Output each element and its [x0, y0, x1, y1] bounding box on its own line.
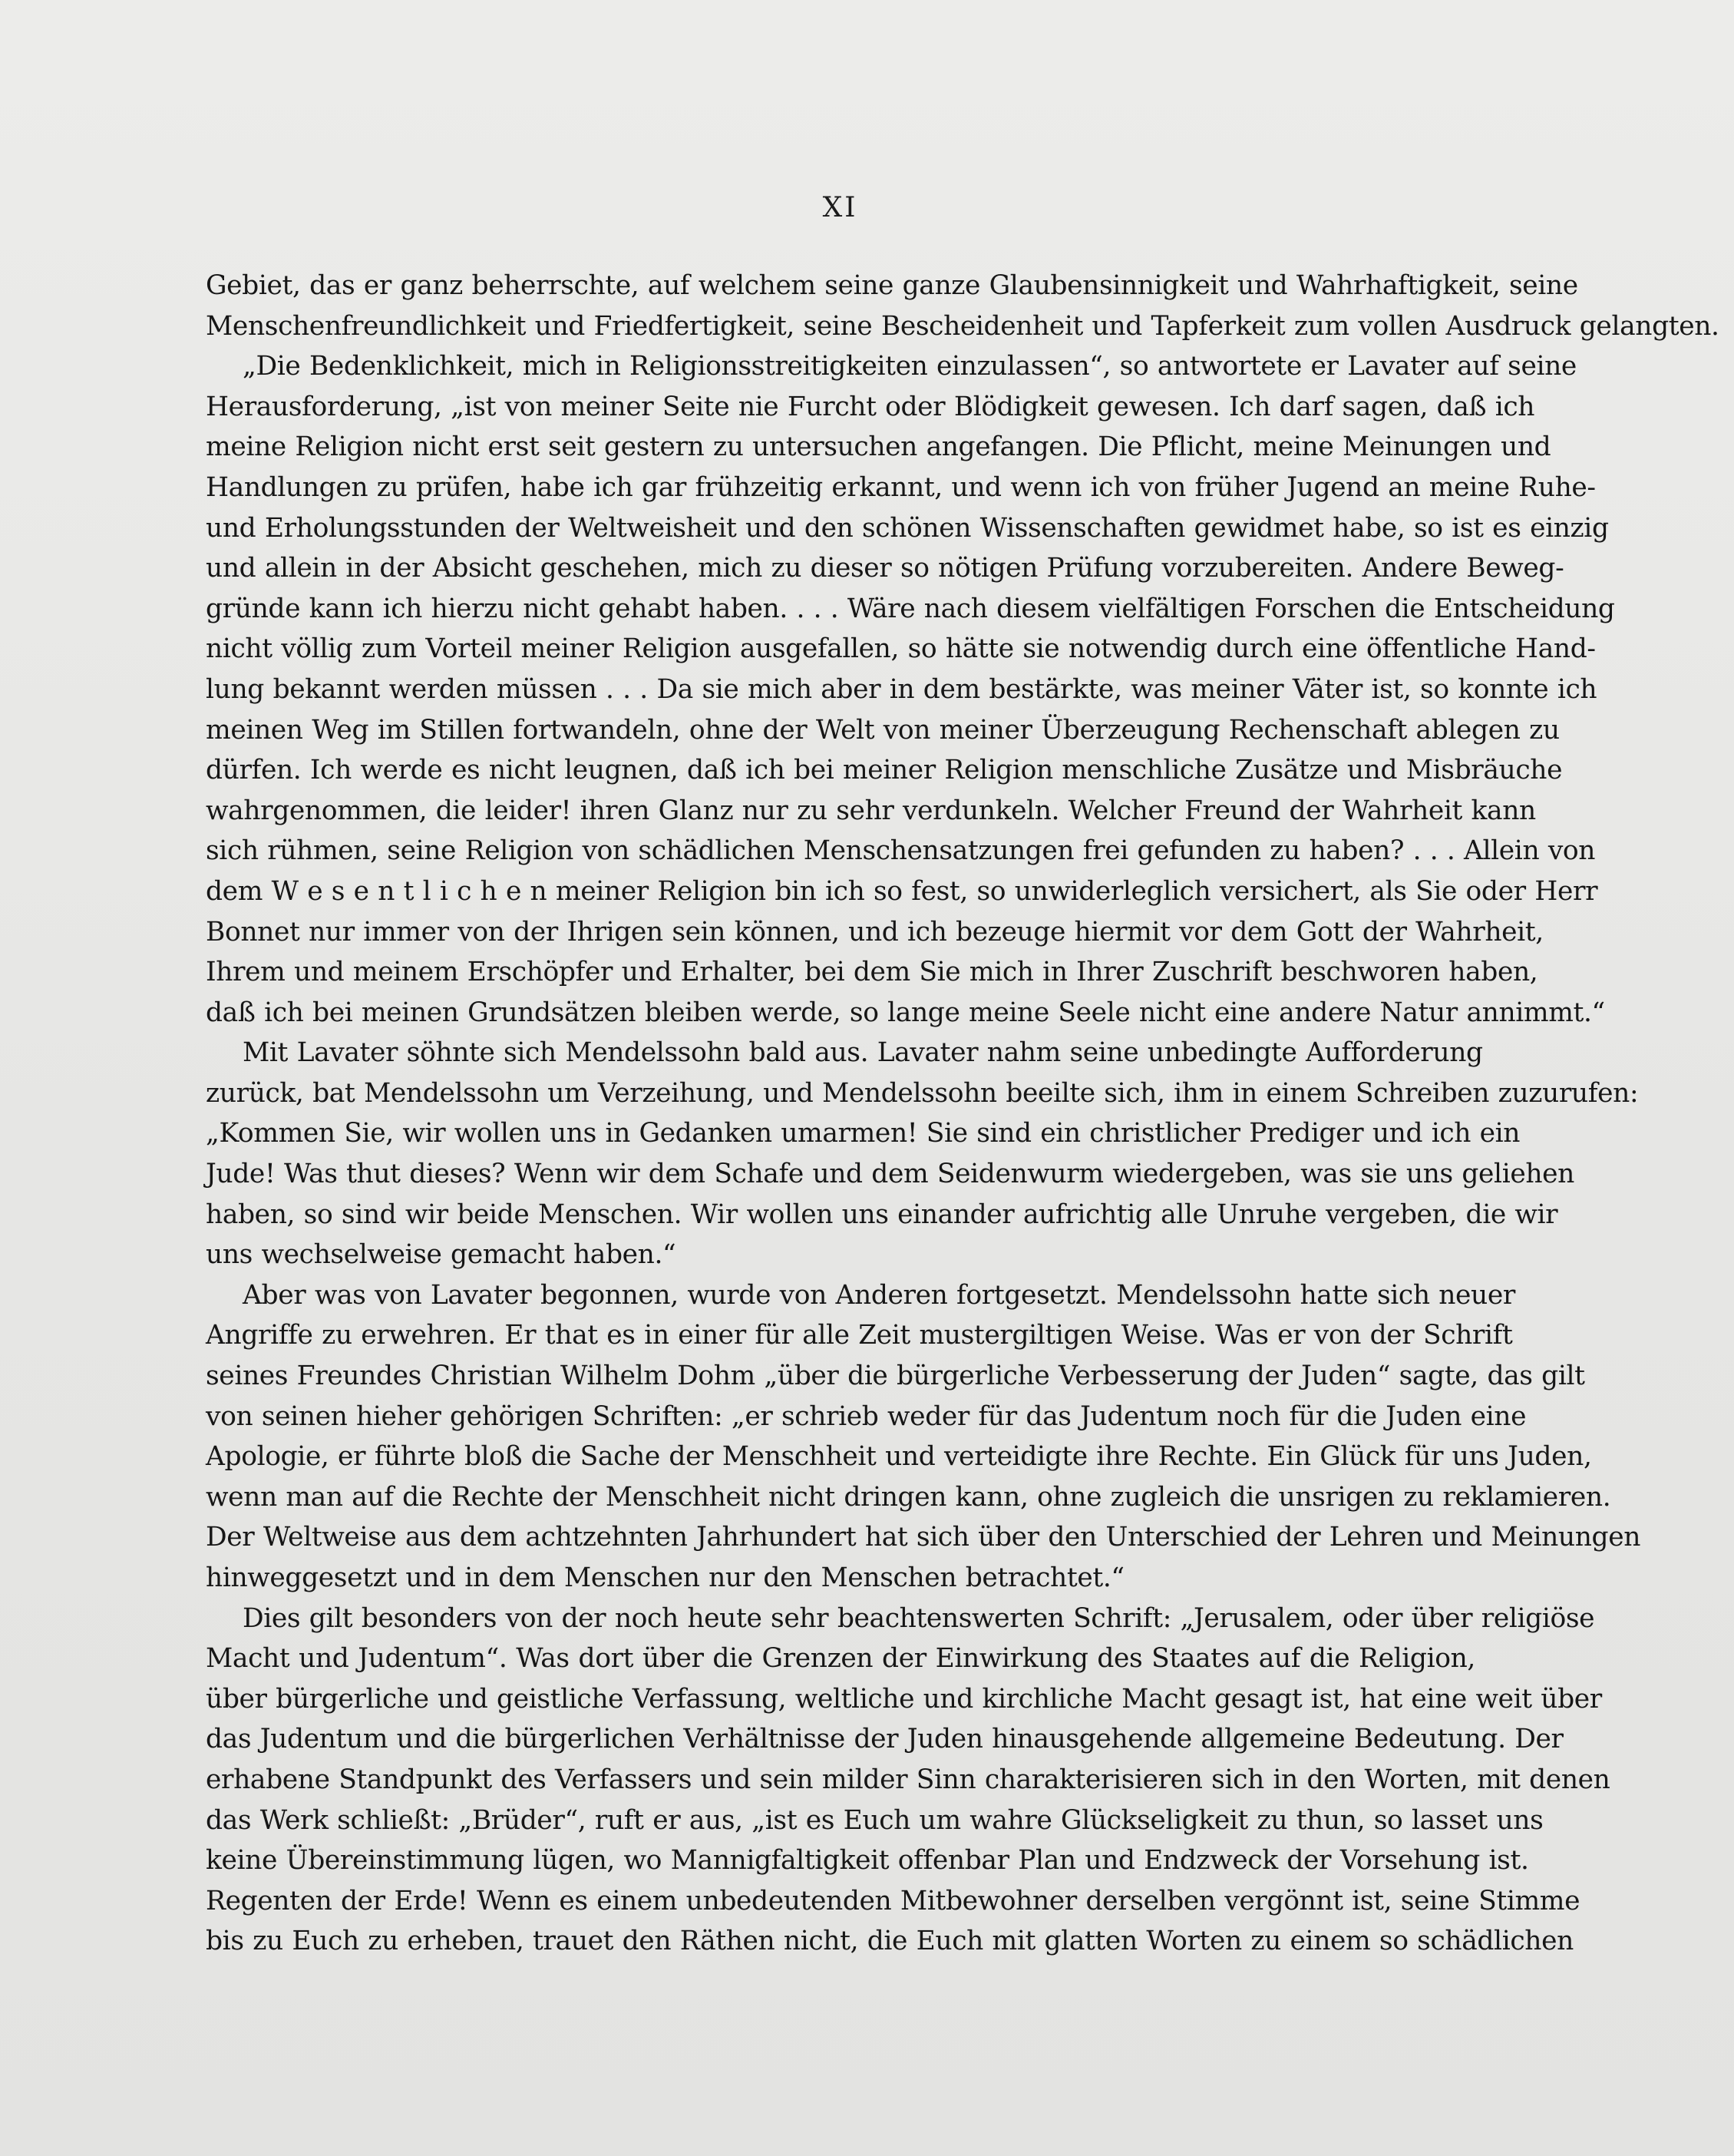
text-line: und Erholungsstunden der Weltweisheit und den schönen Wissenschaften gewidmet habe, so ist es einzig: [206, 512, 1609, 544]
text-line: haben, so sind wir beide Menschen. Wir wollen uns einander aufrichtig alle Unruhe vergeben, die wir: [206, 1199, 1558, 1230]
paragraph: [206, 346, 1615, 1033]
text-line: lung bekannt werden müssen . . . Da sie mich aber in dem bestärkte, was meiner Väter ist, so konnte ich: [206, 673, 1597, 705]
paragraph: [206, 1033, 1639, 1275]
text-line: das Judentum und die bürgerlichen Verhältnisse der Juden hinausgehende allgemeine Bedeutung. Der: [206, 1724, 1564, 1755]
text-line: Mit Lavater söhnte sich Mendelssohn bald aus. Lavater nahm seine unbedingte Aufforderung: [243, 1037, 1483, 1069]
text-line: bis zu Euch zu erheben, trauet den Räthen nicht, die Euch mit glatten Worten zu einem so schädlichen: [206, 1926, 1574, 1957]
text-line: Aber was von Lavater begonnen, wurde von Anderen fortgesetzt. Mendelssohn hatte sich neuer: [243, 1279, 1515, 1311]
text-line: gründe kann ich hierzu nicht gehabt haben. . . . Wäre nach diesem vielfältigen Forschen die Entscheidung: [206, 593, 1615, 624]
text-line: Apologie, er führte bloß die Sache der Menschheit und verteidigte ihre Rechte. Ein Glück für uns Juden,: [206, 1441, 1592, 1473]
body-text: [206, 266, 1719, 1962]
text-line: von seinen hieher gehörigen Schriften: „er schrieb weder für das Judentum noch für die Juden eine: [206, 1400, 1527, 1432]
text-line: meinen Weg im Stillen fortwandeln, ohne der Welt von meiner Überzeugung Rechenschaft ablegen zu: [206, 714, 1560, 746]
text-line: wenn man auf die Rechte der Menschheit nicht dringen kann, ohne zugleich die unsrigen zu reklamieren.: [206, 1481, 1611, 1513]
text-line: Regenten der Erde! Wenn es einem unbedeutenden Mitbewohner derselben vergönnt ist, seine Stimme: [206, 1885, 1580, 1916]
paragraph: [206, 1599, 1610, 1962]
text-line: wahrgenommen, die leider! ihren Glanz nur zu sehr verdunkeln. Welcher Freund der Wahrheit kann: [206, 795, 1536, 826]
text-line: Jude! Was thut dieses? Wenn wir dem Schafe und dem Seidenwurm wiedergeben, was sie uns geliehen: [206, 1159, 1574, 1190]
text-line: Ihrem und meinem Erschöpfer und Erhalter, bei dem Sie mich in Ihrer Zuschrift beschworen haben,: [206, 957, 1538, 988]
text-line: „Kommen Sie, wir wollen uns in Gedanken umarmen! Sie sind ein christlicher Prediger und ich ein: [206, 1118, 1521, 1149]
text-line: Dies gilt besonders von der noch heute sehr beachtenswerten Schrift: „Jerusalem, oder über religiöse: [243, 1602, 1595, 1634]
text-line: Angriffe zu erwehren. Er that es in einer für alle Zeit mustergiltigen Weise. Was er von der Schrift: [206, 1320, 1513, 1351]
page-number: XI: [822, 192, 858, 223]
text-line: seines Freundes Christian Wilhelm Dohm „über die bürgerliche Verbesserung der Juden“ sagte, das gilt: [206, 1361, 1585, 1392]
text-line: daß ich bei meinen Grundsätzen bleiben werde, so lange meine Seele nicht eine andere Natur annimmt.“: [206, 997, 1605, 1028]
text-line: Gebiet, das er ganz beherrschte, auf welchem seine ganze Glaubensinnigkeit und Wahrhaftigkeit, seine: [206, 270, 1578, 301]
paragraph: [206, 266, 1719, 346]
text-line: keine Übereinstimmung lügen, wo Mannigfaltigkeit offenbar Plan und Endzweck der Vorsehung ist.: [206, 1845, 1529, 1877]
text-line: zurück, bat Mendelssohn um Verzeihung, und Mendelssohn beeilte sich, ihm in einem Schreiben zuzurufen:: [206, 1077, 1639, 1109]
text-line: Der Weltweise aus dem achtzehnten Jahrhundert hat sich über den Unterschied der Lehren und Meinungen: [206, 1522, 1641, 1553]
text-line: Menschenfreundlichkeit und Friedfertigkeit, seine Bescheidenheit und Tapferkeit zum vollen Ausdruck gelangten.: [206, 310, 1719, 342]
text-line: sich rühmen, seine Religion von schädlichen Menschensatzungen frei gefunden zu haben? . . . Allein von: [206, 835, 1596, 867]
text-line: und allein in der Absicht geschehen, mich zu dieser so nötigen Prüfung vorzubereiten. Andere Beweg-: [206, 553, 1564, 584]
text-line: „Die Bedenklichkeit, mich in Religionsstreitigkeiten einzulassen“, so antwortete er Lavater auf seine: [243, 351, 1577, 382]
text-line: Macht und Judentum“. Was dort über die Grenzen der Einwirkung des Staates auf die Religion,: [206, 1643, 1475, 1675]
text-line: Bonnet nur immer von der Ihrigen sein können, und ich bezeuge hiermit vor dem Gott der Wahrheit,: [206, 916, 1544, 947]
text-line: über bürgerliche und geistliche Verfassung, weltliche und kirchliche Macht gesagt ist, hat eine weit über: [206, 1683, 1602, 1715]
text-line: das Werk schließt: „Brüder“, ruft er aus, „ist es Euch um wahre Glückseligkeit zu thun, so lasset uns: [206, 1804, 1544, 1836]
text-line: Herausforderung, „ist von meiner Seite nie Furcht oder Blödigkeit gewesen. Ich darf sagen, daß ich: [206, 391, 1535, 422]
text-line: meine Religion nicht erst seit gestern zu untersuchen angefangen. Die Pflicht, meine Meinungen und: [206, 432, 1551, 463]
text-line: dem W e s e n t l i c h e n meiner Religion bin ich so fest, so unwiderleglich versichert, als Sie oder Herr: [206, 875, 1598, 907]
text-line: Handlungen zu prüfen, habe ich gar frühzeitig erkannt, und wenn ich von früher Jugend an meine Ruhe-: [206, 471, 1596, 503]
text-line: uns wechselweise gemacht haben.“: [206, 1239, 676, 1271]
text-line: nicht völlig zum Vorteil meiner Religion ausgefallen, so hätte sie notwendig durch eine öffentliche Hand-: [206, 633, 1596, 665]
text-line: dürfen. Ich werde es nicht leugnen, daß ich bei meiner Religion menschliche Zusätze und Misbräuche: [206, 755, 1563, 786]
text-line: hinweggesetzt und in dem Menschen nur den Menschen betrachtet.“: [206, 1562, 1125, 1593]
text-line: erhabene Standpunkt des Verfassers und sein milder Sinn charakterisieren sich in den Worten, mit denen: [206, 1764, 1610, 1795]
paragraph: [206, 1275, 1641, 1599]
